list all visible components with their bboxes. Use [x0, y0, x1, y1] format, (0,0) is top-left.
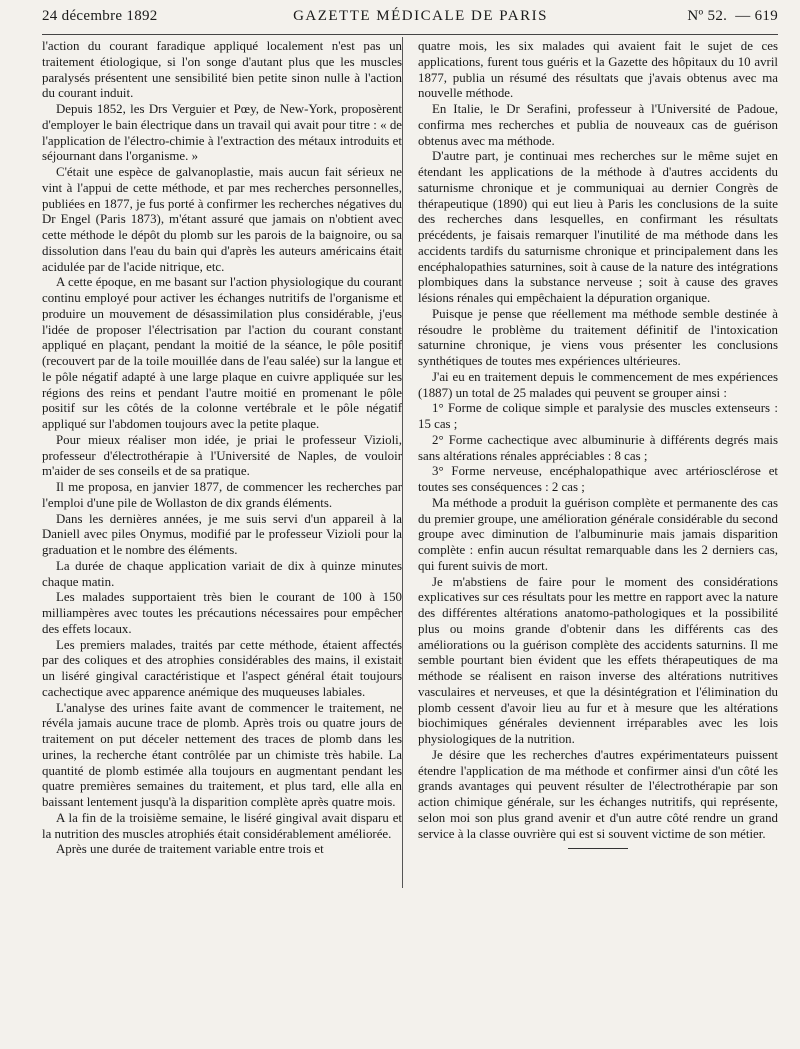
header-issue-page	[683, 8, 778, 25]
paragraph: C'était une espèce de galvanoplastie, mais aucun fait sérieux ne vint à l'appui de cette méthode, et par mes recherches personnelles, publiées en 1877, je fus porté à confirmer les recherches négatives du Dr Engel (Paris 1873), m'étant assuré que jamais on n'obtient avec cette méthode le dépôt du plomb sur les parois de la baignoire, ou sa dissolution dans l'eau du bain qui d'après les auteurs américains était acidulée par de l'acide nitrique, etc.	[42, 165, 402, 274]
paragraph: Les premiers malades, traités par cette méthode, étaient affectés par des coliques et des atrophies considérables des mains, il existait un liséré gingival caractéristique et l'aspect général était toujours cachectique avec apparence anémique des muqueuses labiales.	[42, 637, 402, 699]
header-date: 24 décembre 1892	[42, 8, 158, 24]
paragraph: A la fin de la troisième semaine, le liséré gingival avait disparu et la nutrition des muscles atrophiés était considérablement améliorée.	[42, 810, 402, 841]
paragraph: A cette époque, en me basant sur l'action physiologique du courant continu employé pour activer les échanges nutritifs de l'organisme et produire un mouvement de désassimilation plus considérable, j'eus l'idée de proposer l'électrisation par l'action du courant constant appliqué en plaçant, pendant la moitié de la séance, le pôle positif (recouvert par de la toile mouillée dans de l'eau salée) sur la langue et le pôle négatif adapté à une large plaque en cuivre appliquée sur les régions des reins et pendant l'autre moitié en promenant le pôle positif sur les côtés de la colonne vertébrale et le pôle négatif appliqué sur l'abdomen toujours avec la petite plaque.	[42, 275, 402, 431]
right-column	[418, 39, 778, 858]
paragraph: quatre mois, les six malades qui avaient fait le sujet de ces applications, furent tous guéris et la Gazette des hôpitaux du 10 avril 1877, publia un résumé des résultats que j'avais obtenus avec ma nouvelle méthode.	[418, 39, 778, 101]
end-rule	[568, 848, 628, 849]
paragraph: En Italie, le Dr Serafini, professeur à l'Université de Padoue, confirma mes recherches et publia de nouveaux cas de guérison obtenus avec ma méthode.	[418, 102, 778, 148]
paragraph: 1° Forme de colique simple et paralysie des muscles extenseurs : 15 cas ;	[418, 401, 778, 431]
paragraph: Ma méthode a produit la guérison complète et permanente des cas du premier groupe, une amélioration générale considérable du second groupe avec diminution de l'albuminurie mais jamais disparition complète : enfin aucun résultat remarquable dans les 2 derniers cas, qui furent suivis de mort.	[418, 495, 778, 573]
paragraph: Après une durée de traitement variable entre trois et	[56, 842, 324, 857]
paragraph: Les malades supportaient très bien le courant de 100 à 150 milliampères avec toutes les précautions nécessaires pour empêcher des effets locaux.	[42, 590, 402, 636]
issue-number: Nº 52.	[687, 8, 728, 24]
page-header	[42, 8, 778, 30]
paragraph: D'autre part, je continuai mes recherches sur le même sujet en étendant les applications de la méthode à d'autres accidents du saturnisme chronique et je communiquai au dernier Congrès de thérapeutique (1890) qui eut lieu à Paris les conclusions de la suite des recherches dans lesquelles, en confirmant les résultats précédents, je faisais remarquer l'inutilité de ma méthode dans les accidents tardifs du saturnisme chronique et principalement dans les encéphalopathies saturnines, soit à cause de la nature des intégrations plombiques dans la substance nerveuse ; soit à cause des graves lésions rénales qui empêchaient la dépuration organique.	[418, 149, 778, 305]
paragraph: Il me proposa, en janvier 1877, de commencer les recherches par l'emploi d'une pile de Wollaston de dix grands éléments.	[42, 480, 402, 510]
paragraph: Pour mieux réaliser mon idée, je priai le professeur Vizioli, professeur d'électrothérapie à l'Université de Naples, de vouloir m'aider de ses conseils et de sa pratique.	[42, 432, 402, 479]
paragraph: 3° Forme nerveuse, encéphalopathique avec artériosclérose et toutes ses conséquences : 2 cas ;	[418, 464, 778, 494]
paragraph: La durée de chaque application variait de dix à quinze minutes chaque matin.	[42, 558, 402, 589]
paragraph: Dans les dernières années, je me suis servi d'un appareil à la Daniell avec piles Onymus, modifié par le professeur Vizioli pour la graduation et le nombre des éléments.	[42, 511, 402, 557]
paragraph: J'ai eu en traitement depuis le commencement de mes expériences (1887) un total de 25 malades qui peuvent se grouper ainsi :	[418, 369, 778, 400]
paragraph: Puisque je pense que réellement ma méthode semble destinée à résoudre le problème du traitement définitif de l'intoxication saturnine chronique, je viens vous présenter les conclusions synthétiques de toutes mes expériences ultérieures.	[418, 306, 778, 368]
left-column	[42, 39, 402, 858]
article-columns	[42, 34, 778, 858]
paragraph: Depuis 1852, les Drs Verguier et Pœy, de New-York, proposèrent d'employer le bain électrique dans un travail qui avait pour titre : « de l'application de l'électro-chimie à l'extraction des métaux introduits et séjournant dans l'organisme. »	[42, 102, 402, 164]
paragraph: L'analyse des urines faite avant de commencer le traitement, ne révéla jamais aucune trace de plomb. Après trois ou quatre jours de traitement on put déceler nettement des traces de plomb dans les urines, la recherche étant contrôlée par un chimiste très habile. La quantité de plomb estimée alla toujours en augmentant pendant les quatre premières semaines du traitement, et plus tard, elle alla en baissant lentement jusqu'à la disparition complète après quatre mois.	[42, 700, 402, 809]
page-number: — 619	[735, 8, 778, 24]
paragraph: l'action du courant faradique appliqué localement n'est pas un traitement étiologique, si l'on songe d'autant plus que les muscles paralysés présentent une sensibilité bien petite sinon nulle à l'action du courant induit.	[42, 39, 402, 101]
paragraph: Je m'abstiens de faire pour le moment des considérations explicatives sur ces résultats pour les mettre en rapport avec la nature des différentes altérations anatomo-pathologiques et la possibilité plus ou moins grande d'obtenir dans les différents cas des améliorations ou la guérison complète des accidents saturnins. Il me semble pourtant bien évident que les effets thérapeutiques de ma méthode se réalisent en raison inverse des altérations nutritives vasculaires et nerveuses, et que la désintégration et l'élimination du plomb cessent d'avoir lieu au fur et à mesure que les altérations biochimiques générales deviennent irréparables avec les lois physiologiques de la nutrition.	[418, 574, 778, 746]
paragraph: 2° Forme cachectique avec albuminurie à différents degrés mais sans altérations rénales appréciables : 8 cas ;	[418, 432, 778, 463]
journal-title: GAZETTE MÉDICALE DE PARIS	[293, 8, 548, 24]
paragraph: Je désire que les recherches d'autres expérimentateurs puissent étendre l'application de ma méthode et confirmer ainsi d'un côté les grands avantages qui peuvent résulter de l'électrothérapie par son action chimique générale, sur les échanges nutritifs, qui représente, selon moi son plus grand avenir et d'un autre côté rendre un grand service à la classe ouvrière qui est si souvent victime de son métier.	[418, 747, 778, 841]
